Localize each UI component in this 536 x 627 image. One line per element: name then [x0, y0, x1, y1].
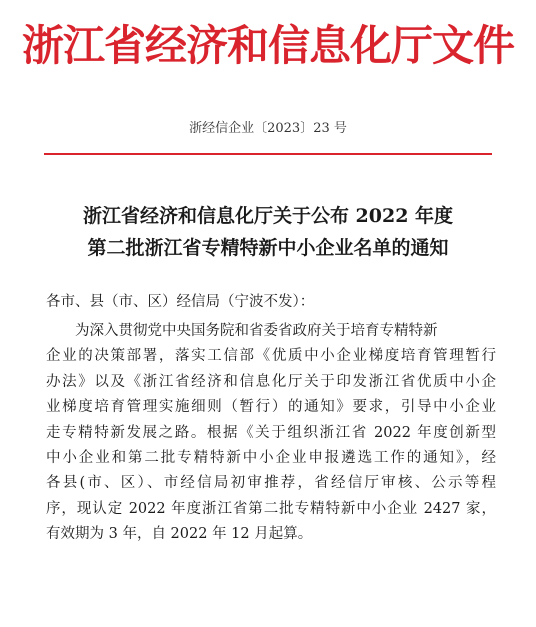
body-line: 办法》以及《浙江省经济和信息化厅关于印发浙江省优质中小企 [46, 373, 496, 390]
notice-title-line-1: 浙江省经济和信息化厅关于公布 2022 年度 [82, 205, 454, 227]
letterhead-title: 浙江省经济和信息化厅文件 [21, 21, 514, 70]
body-line: 序，现认定 2022 年度浙江省第二批专精特新中小企业 2427 家， [46, 500, 496, 517]
notice-title [0, 200, 536, 264]
body-line: 企业的决策部署，落实工信部《优质中小企业梯度培育管理暂行 [46, 348, 496, 365]
notice-title-line-2: 第二批浙江省专精特新中小企业名单的通知 [87, 237, 449, 259]
body-line: 走专精特新发展之路。根据《关于组织浙江省 2022 年度创新型 [46, 424, 496, 441]
red-divider-rule [44, 153, 492, 155]
body-line: 业梯度培育管理实施细则（暂行）的通知》要求，引导中小企业 [46, 399, 496, 416]
body-line: 各县(市、区）、市经信局初审推荐，省经信厅审核、公示等程 [46, 475, 496, 492]
salutation: 各市、县（市、区）经信局（宁波不发）： [46, 294, 315, 310]
document-number: 浙经信企业〔2023〕23 号 [189, 121, 347, 136]
body-line: 中小企业和第二批专精特新中小企业申报遴选工作的通知》，经 [46, 449, 496, 466]
body-paragraph [46, 319, 506, 548]
body-line: 为深入贯彻党中央国务院和省委省政府关于培育专精特新 [75, 323, 438, 339]
bottom-fade [0, 598, 536, 627]
body-line: 有效期为 3 年，自 2022 年 12 月起算。 [46, 526, 313, 543]
